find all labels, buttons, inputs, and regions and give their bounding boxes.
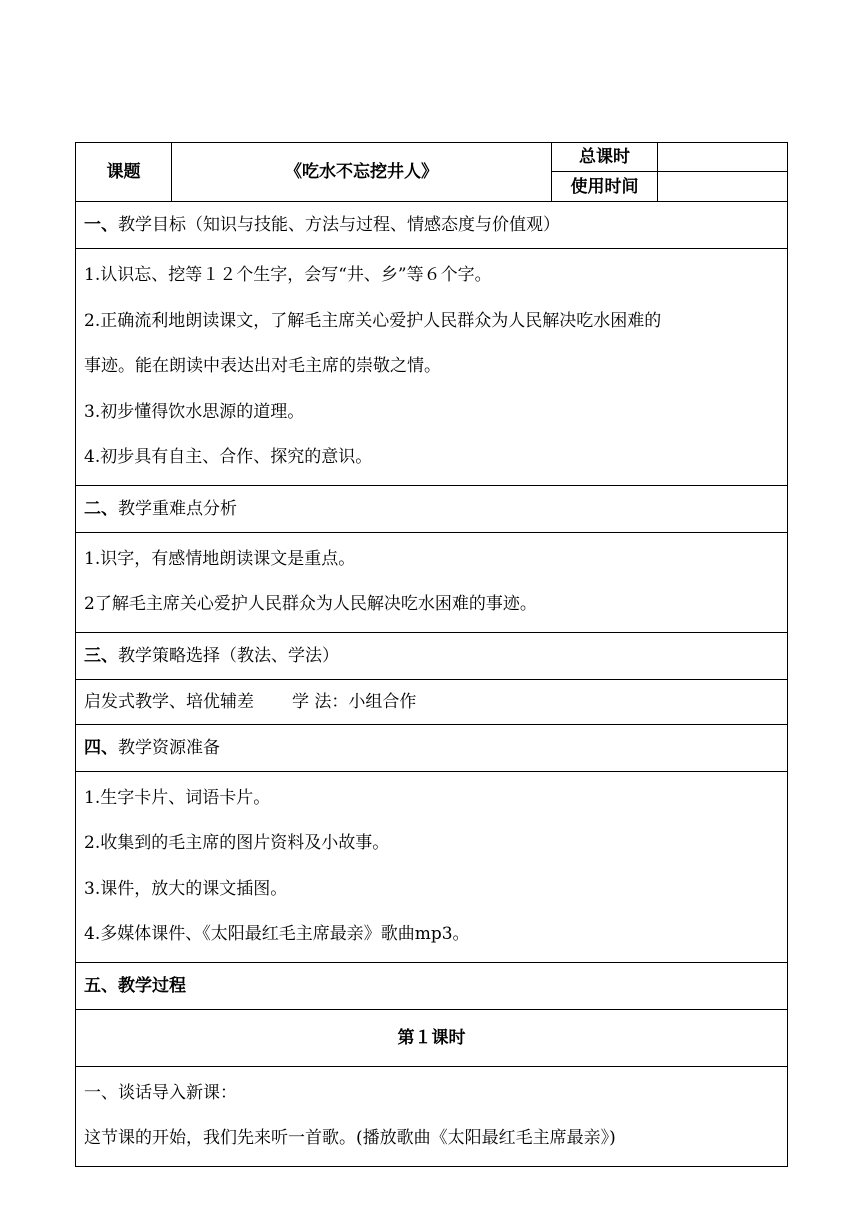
section-body-key-points <box>76 532 788 632</box>
objective-item: 2.正确流利地朗读课文，了解毛主席关心爱护人民群众为人民解决吃水困难的 <box>84 310 662 331</box>
objective-item: 1.认识忘、挖等１２个生字，会写“井、乡”等６个字。 <box>84 265 492 285</box>
section-number: 二、 <box>84 498 118 519</box>
section-body-strategy <box>76 679 788 724</box>
section-title: 教学过程 <box>118 975 186 996</box>
lesson-plan-table <box>75 142 788 1167</box>
resource-item: 1.生字卡片、词语卡片。 <box>84 787 271 808</box>
section-title: 教学策略选择（教法、学法） <box>118 645 339 666</box>
objective-item: 3.初步懂得饮水思源的道理。 <box>84 401 305 422</box>
lesson-title: 《吃水不忘挖井人》 <box>172 143 552 202</box>
total-hours-value <box>658 143 788 172</box>
total-hours-label: 总课时 <box>552 143 658 172</box>
section-heading-strategy <box>76 632 788 679</box>
key-point-item: 2了解毛主席关心爱护人民群众为人民解决吃水困难的事迹。 <box>84 594 537 614</box>
resource-item: 4.多媒体课件、《太阳最红毛主席最亲》歌曲mp3。 <box>84 924 470 944</box>
resource-item: 2.收集到的毛主席的图片资料及小故事。 <box>84 833 390 853</box>
section-title: 教学资源准备 <box>118 737 220 758</box>
section-heading-resources <box>76 724 788 771</box>
section-heading-objectives <box>76 202 788 249</box>
teaching-method: 启发式教学、培优辅差 <box>84 691 254 712</box>
section-number: 一、 <box>84 215 118 235</box>
use-time-value <box>658 172 788 202</box>
objective-item-continued: 事迹。能在朗读中表达出对毛主席的崇敬之情。 <box>84 356 441 376</box>
key-point-item: 1.识字，有感情地朗读课文是重点。 <box>84 548 356 569</box>
topic-label: 课题 <box>76 143 172 202</box>
lesson-step: 一、谈话导入新课： <box>84 1082 237 1103</box>
resource-item: 3.课件，放大的课文插图。 <box>84 878 288 899</box>
section-body-resources <box>76 771 788 962</box>
section-title: 教学重难点分析 <box>118 498 237 519</box>
lesson-text: 这节课的开始，我们先来听一首歌。(播放歌曲《太阳最红毛主席最亲》) <box>84 1128 616 1148</box>
lesson-body <box>76 1066 788 1166</box>
section-body-objectives <box>76 249 788 486</box>
lesson-session-title: 第１课时 <box>76 1009 788 1066</box>
use-time-label: 使用时间 <box>552 172 658 202</box>
section-number: 三、 <box>84 645 118 666</box>
section-title: 教学目标（知识与技能、方法与过程、情感态度与价值观） <box>118 215 560 235</box>
section-heading-key-points <box>76 485 788 532</box>
section-number: 五、 <box>84 975 118 996</box>
section-heading-process <box>76 962 788 1009</box>
objective-item: 4.初步具有自主、合作、探究的意识。 <box>84 447 373 467</box>
learning-method: 学 法：小组合作 <box>292 691 417 712</box>
section-number: 四、 <box>84 737 118 758</box>
